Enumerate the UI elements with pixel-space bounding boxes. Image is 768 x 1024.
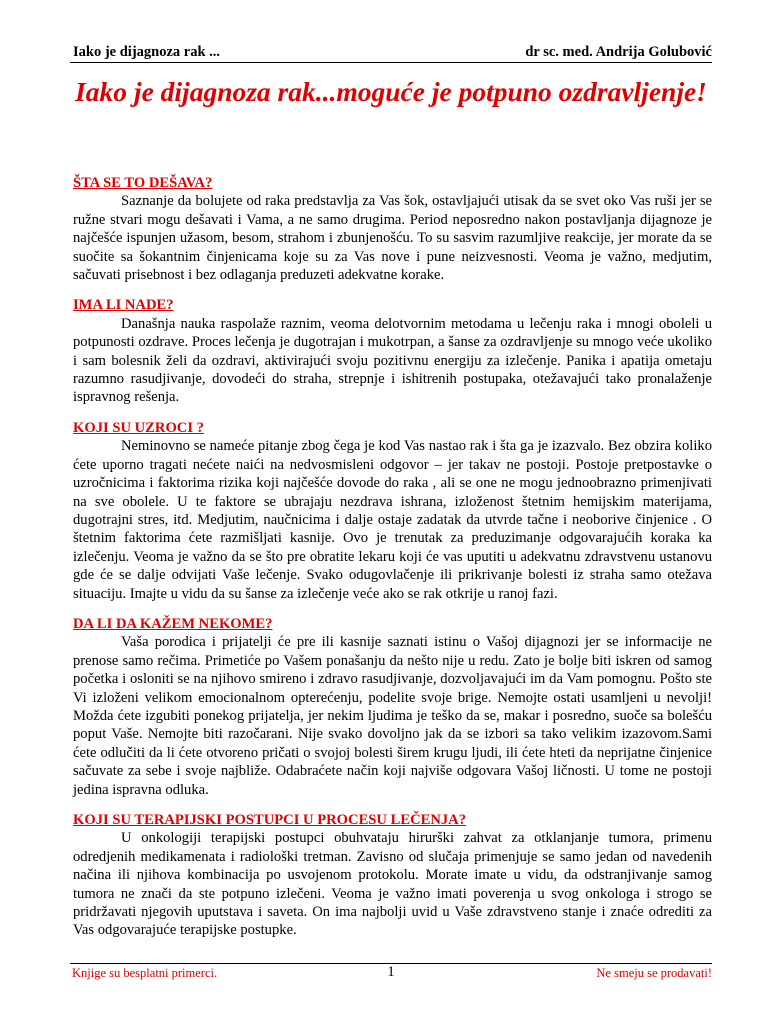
section-paragraph: Saznanje da bolujete od raka predstavlja za Vas šok, ostavljajući utisak da se svet oko Vas ruši jer se ružne stvari mogu dešavati i Vama, a ne samo drugima. Period neposredno nakon postavljanja dijagnoze je najčešće ispunjen užasom, besom, strahom i zbunjenošću. To su sasvim razumljive reakcije, jer morate da se suočite sa šokantnim činjenicama koje su za Vas nove i pune neizvesnosti. Veoma je važno, medjutim, sačuvati prisebnost i bez odlaganja preduzeti adekvatne korake. bbox=[73, 193, 712, 284]
section-paragraph: Vaša porodica i prijatelji će pre ili kasnije saznati istinu o Vašoj dijagnozi jer se informacije ne prenose samo rečima. Primetiće po Vašem ponašanju da nešto nije u redu. Zato je bolje biti iskren od samog početka i osloniti se na njihovo smireno i zdravo rasudjivanje, dozvoljavajući im da Vam pomognu. Pošto ste Vi izloženi velikom emocionalnom opterećenju, podelite svoje brige. Nemojte ostati usamljeni u nevolji! Možda ćete izgubiti ponekog prijatelja, jer nekim ljudima je teško da se, makar i posredno, suoče sa bolešću poput Vaše. Nemojte biti razočarani. Nije svako dovoljno jak da se izbori sa tako velikim izazovom.Sami ćete odlučiti da li ćete otvoreno pričati o svojoj bolesti širem krugu ljudi, ili ćete hteti da neprijatne činjenice sačuvate za sebe i svoje najbliže. Odabraćete način koji najviše odgovara Vašoj ličnosti. U tome ne postoji jedina ispravna odluka. bbox=[73, 634, 712, 798]
section-heading: DA LI DA KAŽEM NEKOME? bbox=[73, 615, 273, 632]
section-paragraph: U onkologiji terapijski postupci obuhvataju hirurški zahvat za otklanjanje tumora, primenu odredjenih medikamenata i radiološki tretman. Zavisno od slučaja primenjuje se samo jedan od navedenih načina ili njihova kombinacija po usvojenom protokolu. Morate imate u vidu, da odstranjivanje samog tumora ne znači da ste potpuno izlečeni. Veoma je važno imati poverenja u svog onkologa i strogo se pridržavati njegovih uputstava i saveta. On ima najbolji uvid u Vaše zdravstveno stanje i znaće odrediti za Vas odgovarajuće terapijske postupke. bbox=[73, 830, 712, 939]
section-heading: KOJI SU TERAPIJSKI POSTUPCI U PROCESU LEČENJA? bbox=[73, 812, 467, 828]
section-paragraph: Današnja nauka raspolaže raznim, veoma delotvornim metodama u lečenju raka i mnogi oboleli u potpunosti ozdrave. Proces lečenja je dugotrajan i mukotrpan, a šanse za ozdravljenje su mnogo veće ukoliko i sam bolesnik želi da ozdravi, aktivirajući svoju pozitivnu energiju za izlečenje. Panika i apatija ometaju razumno rasudjivanje, dovodeći do straha, strepnje i ishitrenih postupaka, otežavajući tako pronalaženje ispravnog rešenja. bbox=[73, 315, 712, 406]
section-heading: KOJI SU UZROCI ? bbox=[73, 419, 204, 436]
section-paragraph: Neminovno se nameće pitanje zbog čega je kod Vas nastao rak i šta ga je izazvalo. Bez obzira koliko ćete uporno tragati nećete naići na nedvosmisleni odgovor – jer takav ne postoji. Postoje pretpostavke o uzročnicima i faktorima rizika koji najčešće dovode do raka , ali se one ne mogu jednoobrazno primenjivati na sve obolele. U te faktore se ubrajaju nezdrava ishrana, izloženost štetnim hemijskim materijama, dugotrajni stres, itd. Medjutim, naučnicima i dalje ostaje zadatak da utvrde tačne i neoborive činjenice . O štetnim faktorima ćete razmišljati kasnije. Ovo je trenutak za preduzimanje odgovarajućih koraka ka izlečenju. Veoma je važno da se što pre obratite lekaru koji će vas uputiti u adekvatnu zdravstvenu ustanovu gde će se dalje odvijati Vaše lečenje. Svako odugovlačenje ili prikrivanje bolesti iz straha samo otežava situaciju. Imajte u vidu da su šanse za izlečenje veće ako se rak otkrije u ranoj fazi. bbox=[73, 438, 712, 602]
document-title: Iako je dijagnoza rak...moguće je potpuno ozdravljenje! bbox=[75, 76, 707, 107]
footer-not-for-sale-note: Ne smeju se prodavati! bbox=[596, 966, 712, 980]
page-footer bbox=[70, 963, 712, 984]
header-left-title: Iako je dijagnoza rak ... bbox=[73, 44, 221, 60]
footer-free-copies-note: Knjige su besplatni primerci. bbox=[72, 966, 218, 980]
section-da-li-da-kazem-nekome bbox=[73, 615, 712, 799]
section-terapijski-postupci bbox=[73, 811, 712, 940]
document-body bbox=[73, 174, 712, 952]
section-heading: IMA LI NADE? bbox=[73, 297, 174, 314]
section-ima-li-nade bbox=[73, 296, 712, 406]
header-author: dr sc. med. Andrija Golubović bbox=[525, 44, 712, 60]
section-sta-se-to-desava bbox=[73, 174, 712, 284]
page-number: 1 bbox=[387, 964, 395, 980]
page-header bbox=[70, 42, 712, 63]
section-heading: ŠTA SE TO DEŠAVA? bbox=[73, 175, 213, 191]
section-koji-su-uzroci bbox=[73, 419, 712, 603]
